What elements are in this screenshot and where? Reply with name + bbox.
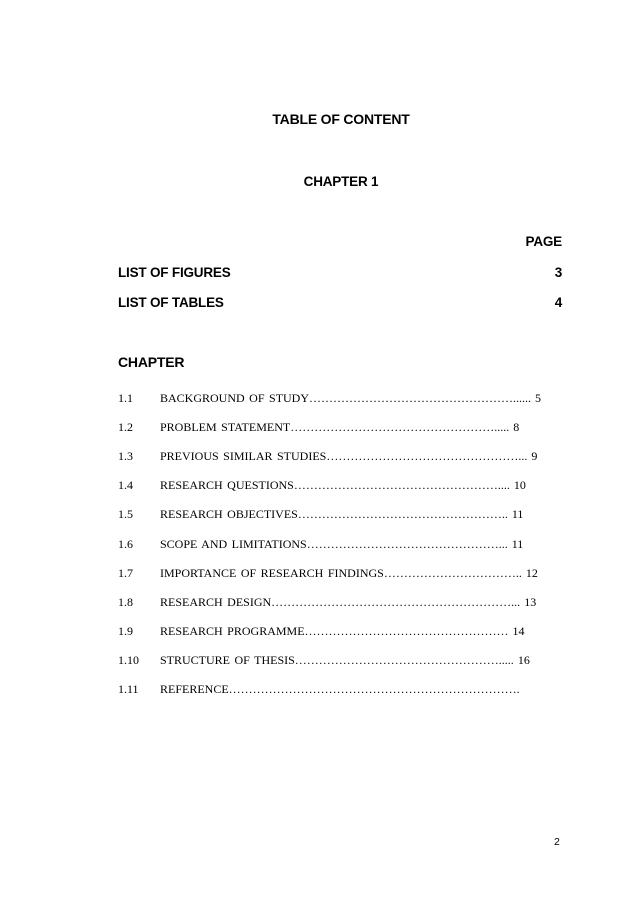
- front-matter-page: 3: [554, 265, 562, 280]
- toc-entry: [118, 500, 580, 529]
- toc-entry-page: 11: [511, 536, 524, 551]
- toc-entry-number: 1.8: [118, 594, 133, 609]
- page-number: 2: [554, 836, 560, 848]
- toc-entry-number: 1.4: [118, 478, 133, 493]
- toc-entry-text: BACKGROUND OF STUDY……………………………………………......: [160, 390, 532, 405]
- page-column-header: PAGE: [525, 234, 562, 249]
- front-matter-page: 4: [554, 295, 562, 310]
- toc-entry: [118, 383, 580, 412]
- front-matter-label: LIST OF FIGURES: [118, 265, 231, 280]
- toc-entry: [118, 441, 580, 470]
- chapter-heading: CHAPTER: [118, 354, 185, 370]
- chapter-title: CHAPTER 1: [303, 174, 379, 189]
- toc-entry-page: 14: [512, 624, 525, 639]
- toc-entry-number: 1.10: [118, 653, 139, 668]
- toc-entry: [118, 471, 580, 500]
- toc-title: TABLE OF CONTENT: [272, 111, 410, 127]
- toc-entry-page: 13: [524, 594, 537, 609]
- toc-entry-number: 1.9: [118, 624, 133, 639]
- front-matter-row: [118, 295, 562, 310]
- toc-entry-text: SCOPE AND LIMITATIONS…………………………………………...: [160, 536, 508, 551]
- toc-entry-list: [118, 383, 580, 704]
- toc-entry-text: RESEARCH PROGRAMME……………………………………………: [160, 624, 509, 639]
- toc-entry-page: 12: [525, 565, 538, 580]
- toc-entry-number: 1.2: [118, 419, 133, 434]
- toc-entry: [118, 617, 580, 646]
- toc-entry-text: RESEARCH QUESTIONS……………………………………………....: [160, 478, 510, 493]
- toc-entry-number: 1.11: [118, 682, 139, 697]
- toc-entry-text: PROBLEM STATEMENT…………………………………………….....: [160, 419, 510, 434]
- toc-entry: [118, 412, 580, 441]
- toc-entry-text: RESEARCH DESIGN……………………………………………………...: [160, 594, 521, 609]
- toc-entry-number: 1.1: [118, 390, 133, 405]
- toc-entry-number: 1.6: [118, 536, 133, 551]
- toc-entry: [118, 675, 580, 704]
- toc-entry-text: RESEARCH OBJECTIVES……………………………………………..: [160, 507, 508, 522]
- toc-entry-text: IMPORTANCE OF RESEARCH FINDINGS……………………………..: [160, 565, 522, 580]
- toc-entry-page: 10: [513, 478, 526, 493]
- toc-entry-page: 9: [531, 448, 538, 463]
- toc-entry-number: 1.7: [118, 565, 133, 580]
- toc-entry: [118, 558, 580, 587]
- toc-entry-page: 5: [535, 390, 542, 405]
- toc-entry-page: 16: [517, 653, 530, 668]
- toc-entry-text: PREVIOUS SIMILAR STUDIES…………………………………………...: [160, 448, 528, 463]
- toc-entry: [118, 646, 580, 675]
- toc-entry-page: 11: [511, 507, 524, 522]
- toc-entry-number: 1.3: [118, 448, 133, 463]
- front-matter-row: [118, 265, 562, 280]
- toc-entry-number: 1.5: [118, 507, 133, 522]
- toc-entry-text: REFERENCE……………………………………………………………….: [160, 682, 520, 697]
- toc-entry-text: STRUCTURE OF THESIS…………………………………………….....: [160, 653, 514, 668]
- front-matter-label: LIST OF TABLES: [118, 295, 224, 310]
- toc-entry: [118, 587, 580, 616]
- toc-entry: [118, 529, 580, 558]
- toc-entry-page: 8: [513, 419, 520, 434]
